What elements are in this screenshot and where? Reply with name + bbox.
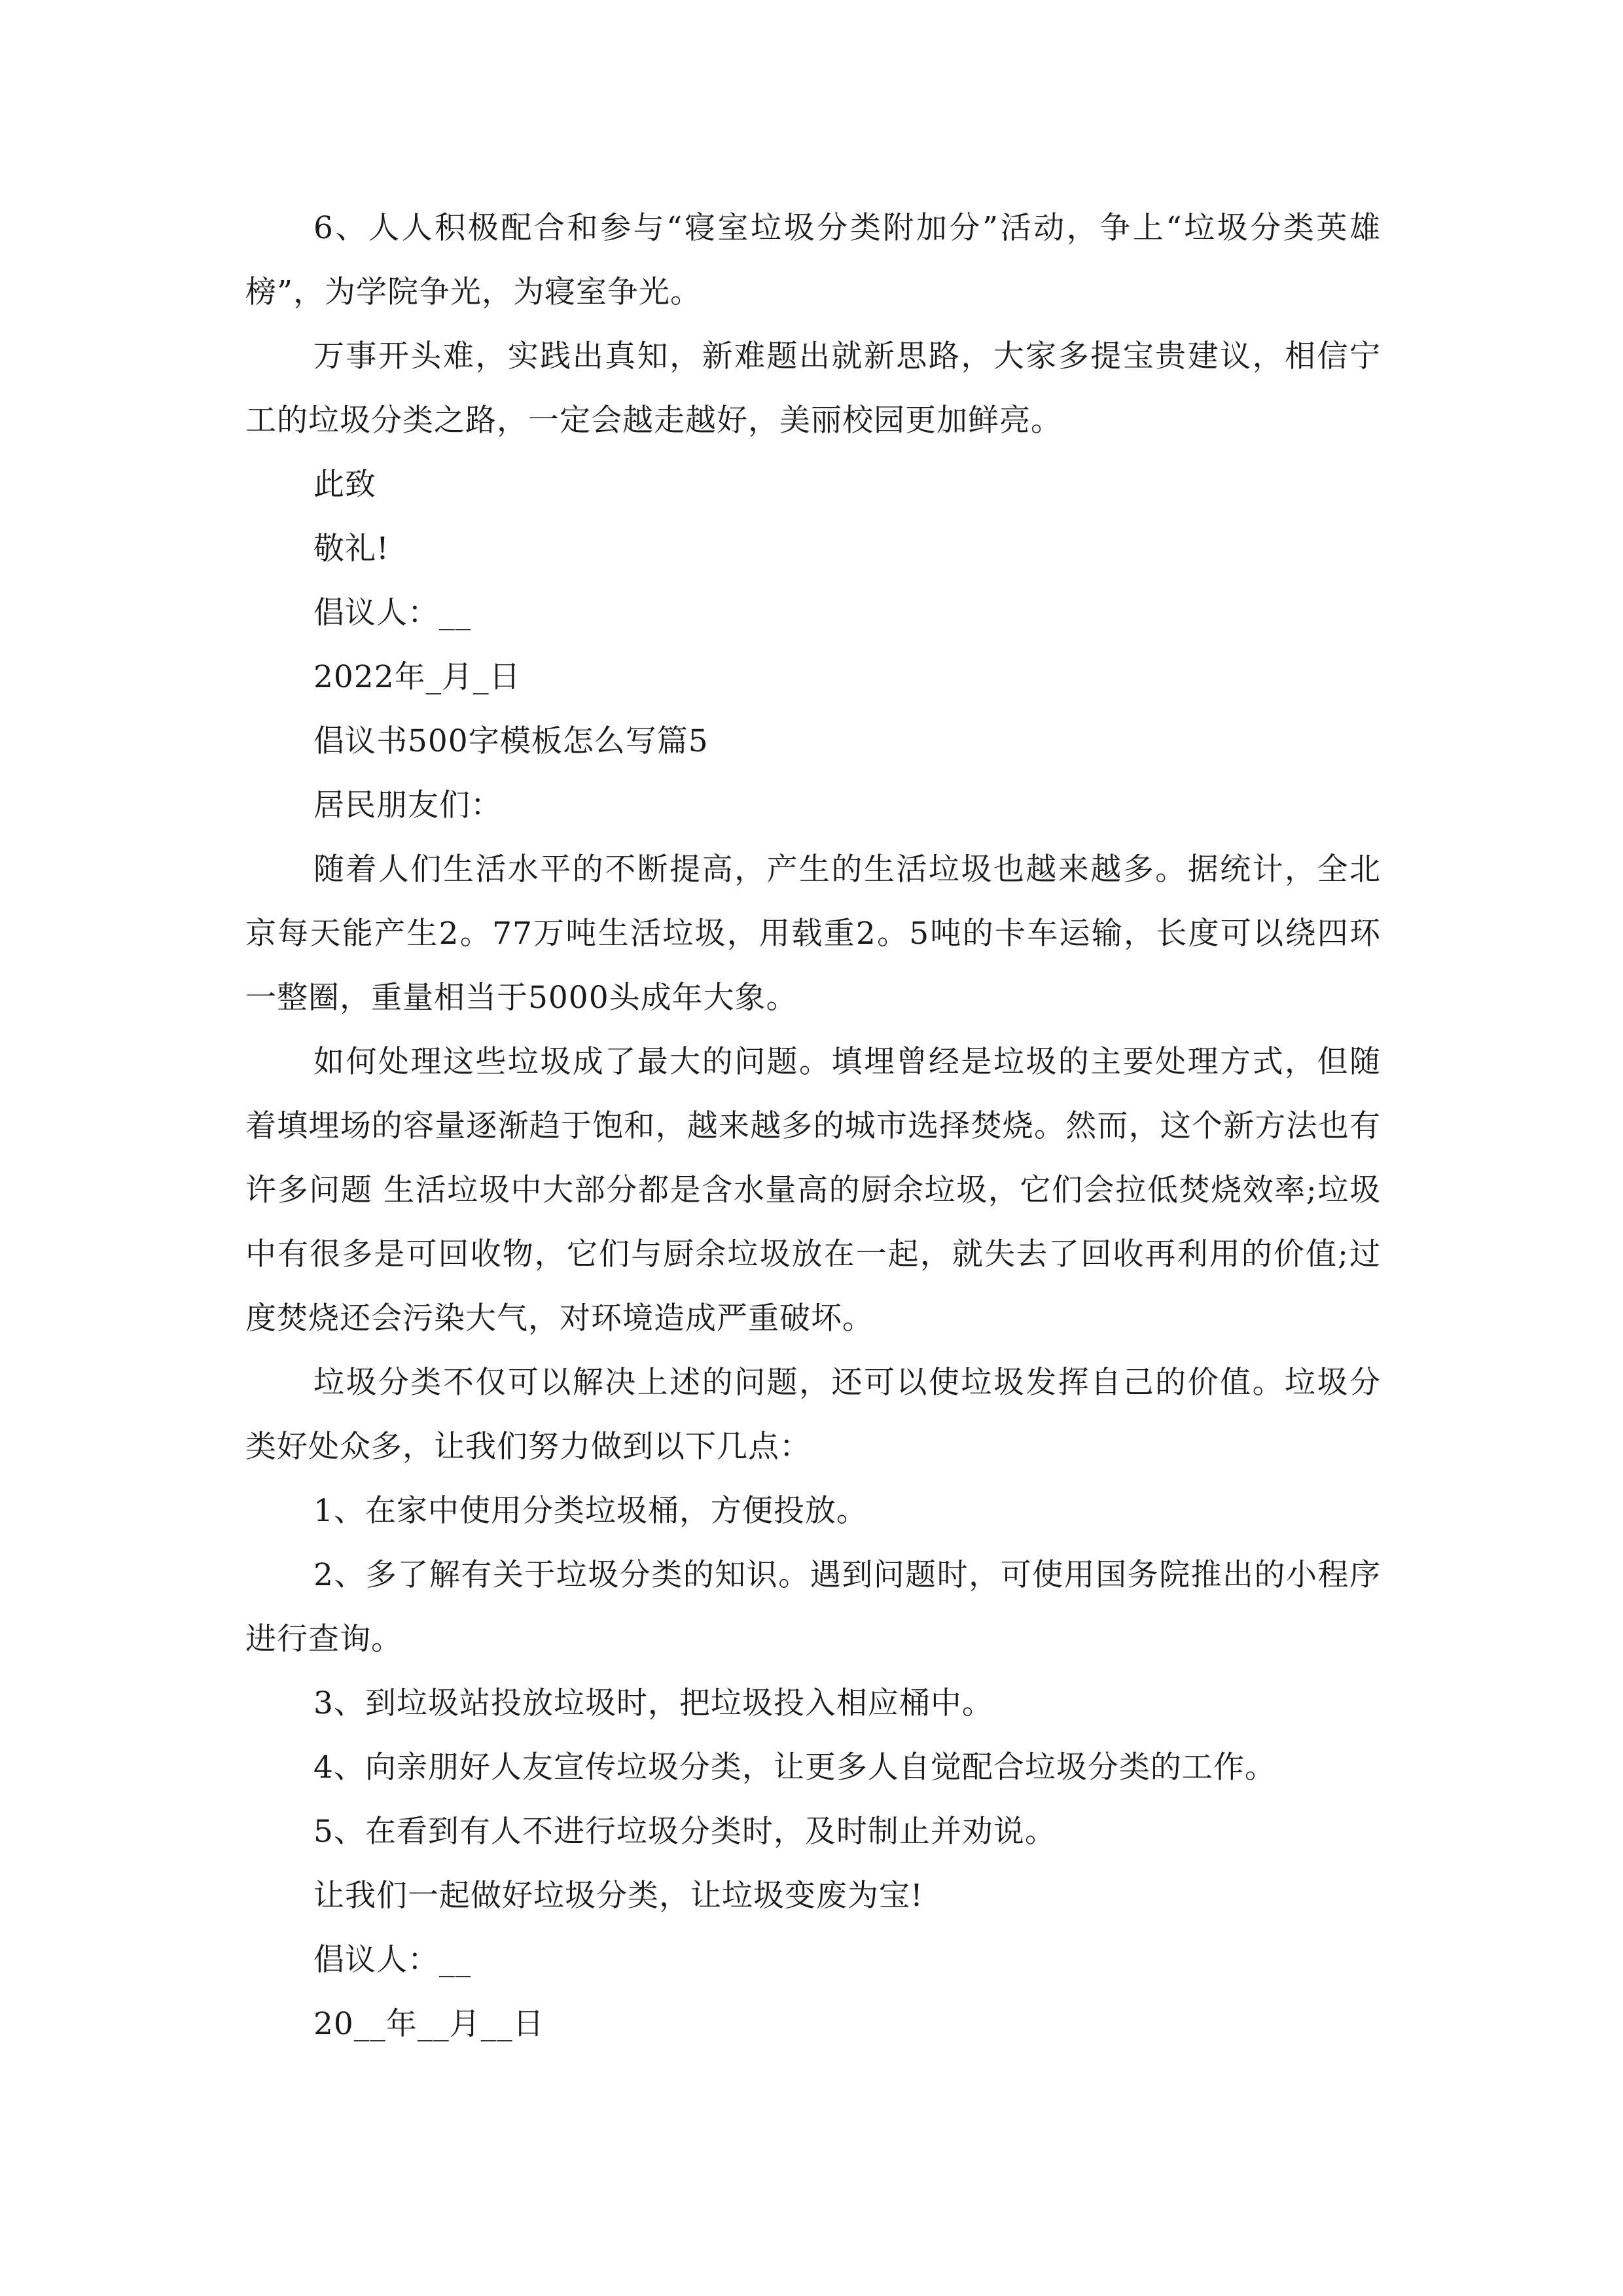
signature-date-2: 20__年__月__日	[313, 2006, 544, 2042]
list-item-4: 4、向亲朋好人友宣传垃圾分类，让更多人自觉配合垃圾分类的工作。	[313, 1749, 1276, 1785]
paragraph-problem: 如何处理这些垃圾成了最大的问题。填埋曾经是垃圾的主要处理方式，但随着填埋场的容量逐渐趋于饱和，越来越多的城市选择焚烧。然而，这个新方法也有许多问题 生活垃圾中大部分都是含水量高的厨余垃圾，它们会拉低焚烧效率;垃圾中有很多是可回收物，它们与厨余垃圾放在一起，就失去了回收再利用的价值;过度焚烧还会污染大气，对环境造成严重破坏。	[245, 1044, 1381, 1336]
paragraph-item-6: 6、人人积极配合和参与“寝室垃圾分类附加分”活动，争上“垃圾分类英雄榜”，为学院争光，为寝室争光。	[245, 210, 1381, 310]
paragraph-benefits: 垃圾分类不仅可以解决上述的问题，还可以使垃圾发挥自己的价值。垃圾分类好处众多，让我们努力做到以下几点：	[245, 1365, 1381, 1465]
list-item-3: 3、到垃圾站投放垃圾时，把垃圾投入相应桶中。	[313, 1685, 993, 1721]
signature-date: 2022年_月_日	[313, 659, 521, 695]
list-item-2: 2、多了解有关于垃圾分类的知识。遇到问题时，可使用国务院推出的小程序进行查询。	[245, 1557, 1381, 1657]
greeting: 居民朋友们：	[313, 787, 502, 823]
section-heading: 倡议书500字模板怎么写篇5	[313, 723, 709, 759]
closing-call: 让我们一起做好垃圾分类，让垃圾变废为宝!	[313, 1878, 923, 1914]
salutation-jingli: 敬礼!	[313, 531, 389, 567]
signature-initiator-2: 倡议人：__	[313, 1942, 471, 1978]
list-item-1: 1、在家中使用分类垃圾桶，方便投放。	[313, 1493, 868, 1529]
paragraph-closing-remarks: 万事开头难，实践出真知，新难题出就新思路，大家多提宝贵建议，相信宁工的垃圾分类之路，一定会越走越好，美丽校园更加鲜亮。	[245, 338, 1381, 439]
document-body	[245, 196, 1381, 2056]
salutation-cizhi: 此致	[313, 467, 376, 503]
paragraph-intro: 随着人们生活水平的不断提高，产生的生活垃圾也越来越多。据统计，全北京每天能产生2。77万吨生活垃圾，用载重2。5吨的卡车运输，长度可以绕四环一整圈，重量相当于5000头成年大象。	[245, 852, 1381, 1016]
signature-initiator: 倡议人：__	[313, 595, 471, 631]
list-item-5: 5、在看到有人不进行垃圾分类时，及时制止并劝说。	[313, 1814, 1056, 1850]
